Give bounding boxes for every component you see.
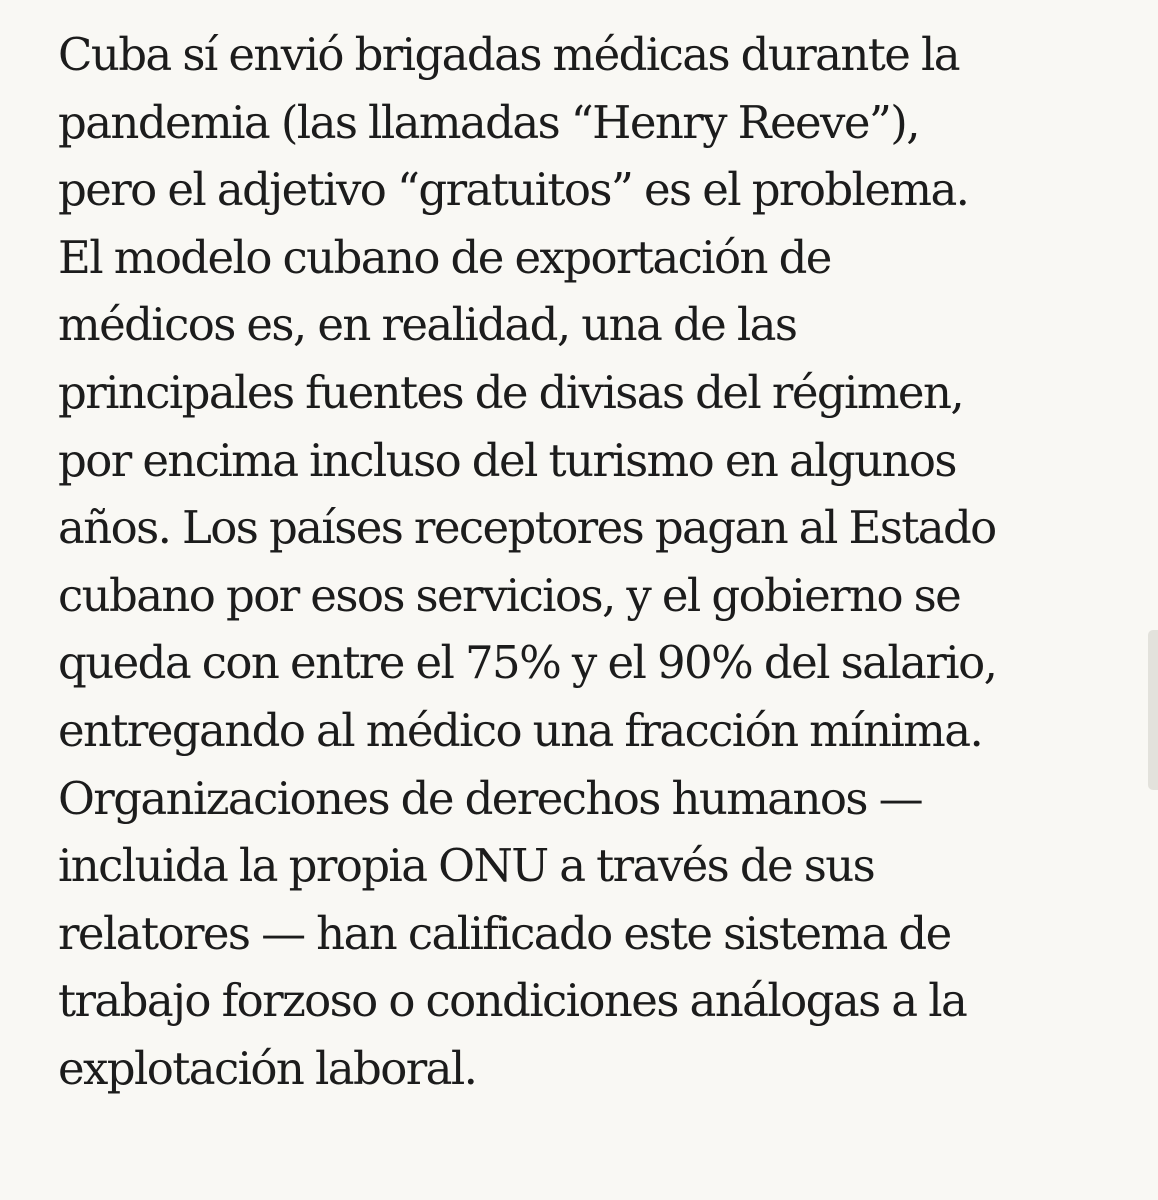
article-paragraph — [58, 21, 1148, 1103]
paragraph-line: pandemia (las llamadas “Henry Reeve”), — [58, 95, 919, 149]
paragraph-line: por encima incluso del turismo en algunos — [58, 433, 956, 487]
paragraph-line: principales fuentes de divisas del régimen, — [58, 365, 964, 419]
paragraph-line: entregando al médico una fracción mínima. — [58, 703, 983, 757]
paragraph-line: Organizaciones de derechos humanos — — [58, 771, 922, 825]
paragraph-line: explotación laboral. — [58, 1041, 477, 1095]
paragraph-line: El modelo cubano de exportación de — [58, 230, 831, 284]
paragraph-line: incluida la propia ONU a través de sus — [58, 839, 875, 893]
paragraph-line: médicos es, en realidad, una de las — [58, 298, 797, 352]
scrollbar-thumb[interactable] — [1148, 630, 1158, 790]
paragraph-line: cubano por esos servicios, y el gobierno se — [58, 568, 961, 622]
paragraph-line: Cuba sí envió brigadas médicas durante la — [58, 28, 960, 81]
paragraph-line: años. Los países receptores pagan al Estado — [58, 501, 996, 555]
paragraph-line: pero el adjetivo “gratuitos” es el problema. — [58, 163, 969, 217]
paragraph-line: queda con entre el 75% y el 90% del salario, — [58, 636, 997, 690]
paragraph-line: relatores — han calificado este sistema de — [58, 906, 951, 960]
paragraph-line: trabajo forzoso o condiciones análogas a la — [58, 974, 967, 1028]
